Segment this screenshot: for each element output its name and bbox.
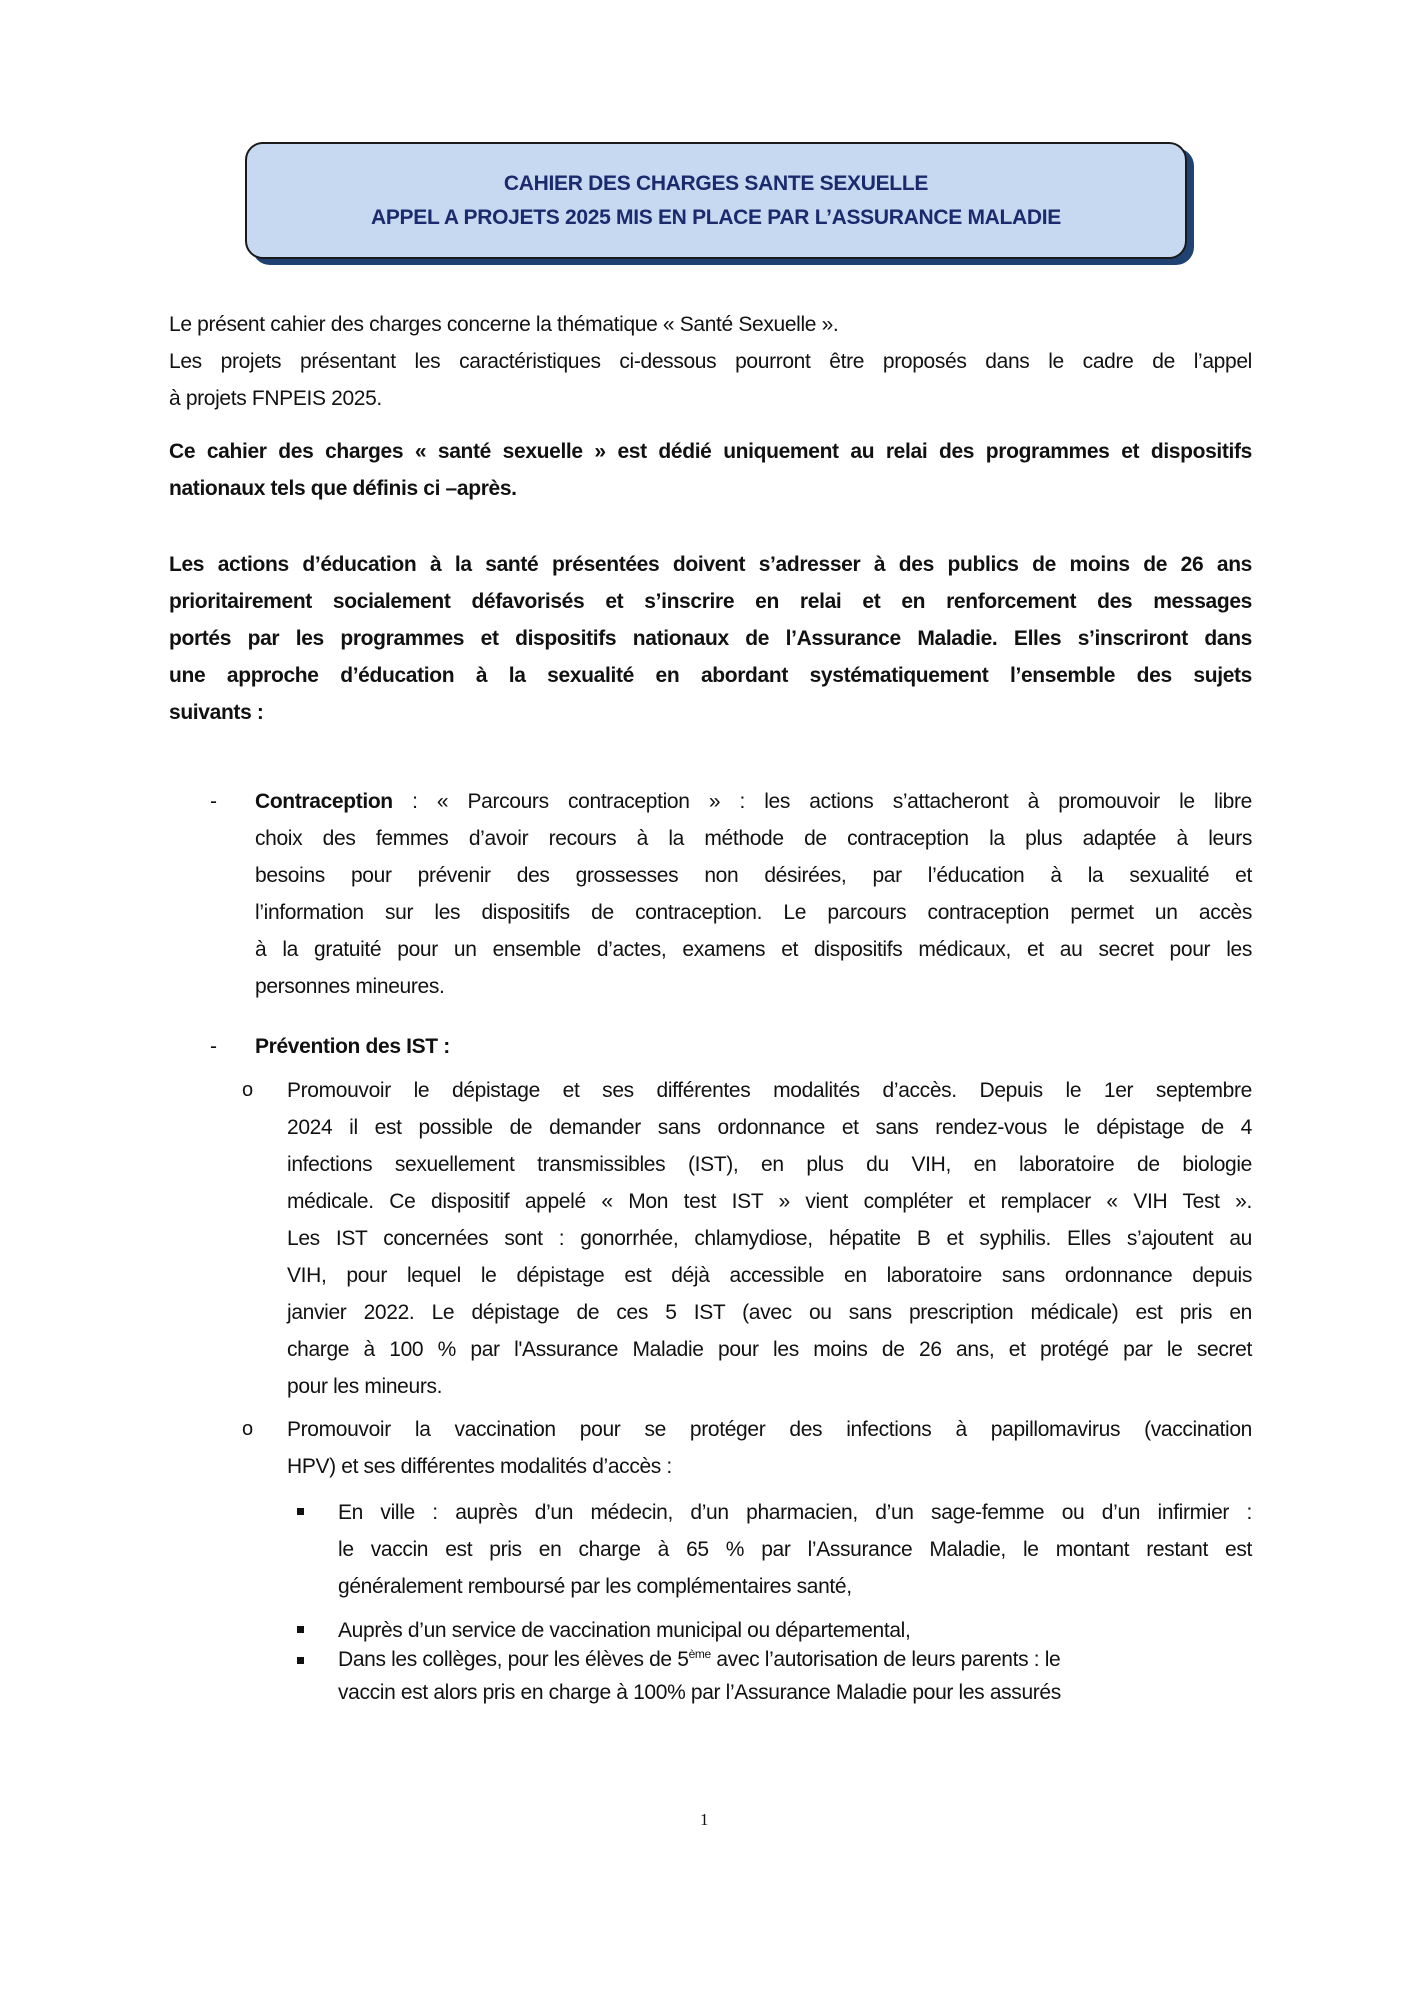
square-bullet [297, 1508, 304, 1515]
intro-line: à projets FNPEIS 2025. [169, 387, 382, 410]
contraception-line: besoins pour prévenir des grossesses non désirées, par l’éducation à la sexualité et [255, 864, 1252, 887]
screening-line: Les IST concernées sont : gonorrhée, chlamydiose, hépatite B et syphilis. Elles s’ajoutent au [287, 1227, 1252, 1250]
contraception-paragraph [255, 783, 1252, 1005]
screening-line: infections sexuellement transmissibles (IST), en plus du VIH, en laboratoire de biologie [287, 1153, 1252, 1176]
hpv-item-line [338, 1643, 1252, 1676]
intro-paragraph [169, 306, 1252, 417]
ist-heading [255, 1028, 1252, 1065]
hpv-item-text: Dans les collèges, pour les élèves de 5 [338, 1648, 689, 1671]
contraception-line-rest: : « Parcours contraception » : les actions s’attacheront à promouvoir le libre [392, 790, 1252, 813]
hpv-item-line: vaccin est alors pris en charge à 100% par l’Assurance Maladie pour les assurés [338, 1681, 1061, 1704]
screening-paragraph [287, 1072, 1252, 1405]
dash-bullet: - [210, 1035, 217, 1058]
contraception-line: l’information sur les dispositifs de contraception. Le parcours contraception permet un accès [255, 901, 1252, 924]
scope-line: nationaux tels que définis ci –après. [169, 477, 517, 500]
target-line: suivants : [169, 701, 264, 724]
screening-line: médicale. Ce dispositif appelé « Mon test IST » vient compléter et remplacer « VIH Test ». [287, 1190, 1252, 1213]
target-line: portés par les programmes et dispositifs nationaux de l’Assurance Maladie. Elles s’inscriront dans [169, 627, 1252, 650]
hpv-line: Promouvoir la vaccination pour se protéger des infections à papillomavirus (vaccination [287, 1418, 1252, 1441]
document-subtitle: APPEL A PROJETS 2025 MIS EN PLACE PAR L’ASSURANCE MALADIE [370, 205, 1062, 229]
hpv-item-line: le vaccin est pris en charge à 65 % par l’Assurance Maladie, le montant restant est [338, 1538, 1252, 1561]
square-bullet [297, 1657, 304, 1664]
hpv-item-text: avec l’autorisation de leurs parents : le [710, 1648, 1061, 1671]
screening-line: Promouvoir le dépistage et ses différentes modalités d’accès. Depuis le 1er septembre [287, 1079, 1252, 1102]
hpv-line: HPV) et ses différentes modalités d’accès : [287, 1455, 672, 1478]
hpv-item-line: Auprès d’un service de vaccination municipal ou départemental, [338, 1619, 911, 1642]
circle-bullet: o [242, 1079, 254, 1101]
circle-bullet: o [242, 1418, 254, 1440]
intro-line: Le présent cahier des charges concerne la thématique « Santé Sexuelle ». [169, 313, 839, 336]
contraception-label: Contraception [255, 790, 393, 813]
contraception-line: à la gratuité pour un ensemble d’actes, examens et dispositifs médicaux, et au secret pour les [255, 938, 1252, 961]
contraception-first-line [255, 783, 1252, 820]
dash-bullet: - [210, 790, 217, 813]
superscript: ème [688, 1647, 711, 1661]
ist-heading-label: Prévention des IST : [255, 1035, 450, 1058]
hpv-paragraph [287, 1411, 1252, 1485]
screening-line: charge à 100 % par l'Assurance Maladie pour les moins de 26 ans, et protégé par le secret [287, 1338, 1252, 1361]
target-line: une approche d’éducation à la sexualité en abordant systématiquement l’ensemble des sujets [169, 664, 1252, 687]
screening-line: 2024 il est possible de demander sans ordonnance et sans rendez-vous le dépistage de 4 [287, 1116, 1252, 1139]
target-paragraph [169, 546, 1252, 731]
square-bullet [297, 1626, 304, 1633]
screening-line: janvier 2022. Le dépistage de ces 5 IST (avec ou sans prescription médicale) est pris en [287, 1301, 1252, 1324]
target-line: Les actions d’éducation à la santé présentées doivent s’adresser à des publics de moins de 26 ans [169, 553, 1252, 576]
hpv-item-line: généralement remboursé par les complémentaires santé, [338, 1575, 852, 1598]
target-line: prioritairement socialement défavorisés et s’inscrire en relai et en renforcement des messages [169, 590, 1252, 613]
screening-line: pour les mineurs. [287, 1375, 443, 1398]
document-title: CAHIER DES CHARGES SANTE SEXUELLE [503, 171, 929, 195]
hpv-item-schools [338, 1643, 1252, 1709]
page-number: 1 [700, 1810, 709, 1829]
screening-line: VIH, pour lequel le dépistage est déjà accessible en laboratoire sans ordonnance depuis [287, 1264, 1252, 1287]
title-box [245, 142, 1187, 259]
hpv-item-line: En ville : auprès d’un médecin, d’un pharmacien, d’un sage-femme ou d’un infirmier : [338, 1501, 1252, 1524]
contraception-line: personnes mineures. [255, 975, 445, 998]
scope-line: Ce cahier des charges « santé sexuelle » est dédié uniquement au relai des programmes et dispositifs [169, 440, 1252, 463]
scope-paragraph [169, 433, 1252, 507]
contraception-line: choix des femmes d’avoir recours à la méthode de contraception la plus adaptée à leurs [255, 827, 1252, 850]
intro-line: Les projets présentant les caractéristiques ci-dessous pourront être proposés dans le cadre de l’appel [169, 350, 1252, 373]
hpv-item-city [338, 1494, 1252, 1605]
